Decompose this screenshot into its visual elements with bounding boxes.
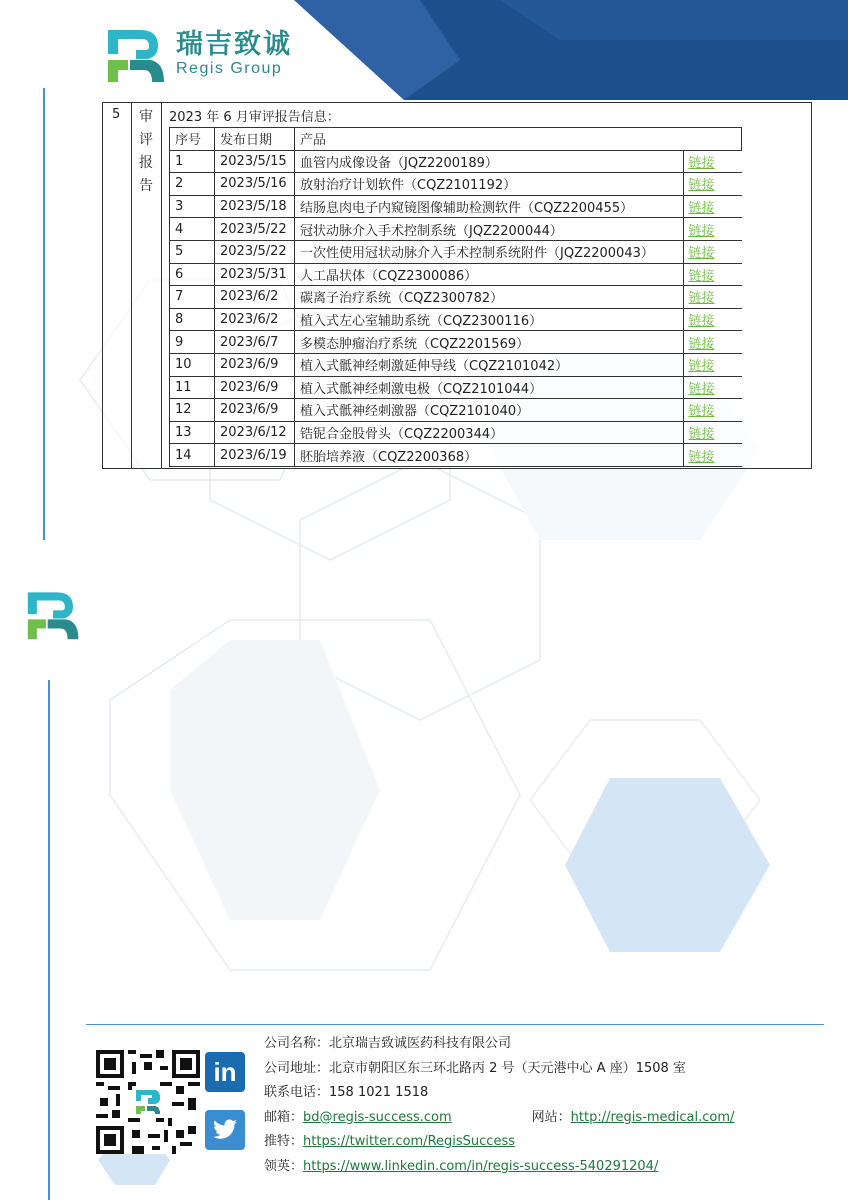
company-line xyxy=(264,1032,734,1057)
table-row xyxy=(170,308,742,331)
row-seq: 5 xyxy=(170,240,215,263)
row-seq: 10 xyxy=(170,353,215,376)
row-seq: 1 xyxy=(170,150,215,173)
table-row xyxy=(170,173,742,196)
brand-logo xyxy=(106,24,292,84)
brand-name-cn: 瑞吉致诚 xyxy=(176,29,292,60)
table-row xyxy=(170,331,742,354)
row-product: 一次性使用冠状动脉介入手术控制系统附件（JQZ2200043） xyxy=(295,240,684,263)
header-date: 发布日期 xyxy=(215,128,295,151)
row-seq: 8 xyxy=(170,308,215,331)
twitter-line xyxy=(264,1130,734,1155)
row-date: 2023/6/12 xyxy=(215,421,295,444)
row-product: 碳离子治疗系统（CQZ2300782） xyxy=(295,286,684,309)
row-date: 2023/6/7 xyxy=(215,331,295,354)
section-category: 审评报告 xyxy=(139,109,153,194)
row-link[interactable]: 链接 xyxy=(688,268,715,284)
row-link[interactable]: 链接 xyxy=(688,449,715,465)
linkedin-label: 领英： xyxy=(264,1158,304,1174)
twitter-link[interactable]: https://twitter.com/RegisSuccess xyxy=(303,1134,515,1149)
regis-logo-icon xyxy=(106,24,168,84)
table-row xyxy=(170,444,742,467)
row-link[interactable]: 链接 xyxy=(688,314,715,330)
row-seq: 6 xyxy=(170,263,215,286)
row-seq: 7 xyxy=(170,286,215,309)
phone-line xyxy=(264,1081,734,1106)
table-row xyxy=(170,286,742,309)
row-product: 放射治疗计划软件（CQZ2101192） xyxy=(295,173,684,196)
row-date: 2023/5/22 xyxy=(215,218,295,241)
row-date: 2023/5/18 xyxy=(215,195,295,218)
row-link[interactable]: 链接 xyxy=(688,246,715,262)
side-logo-icon xyxy=(26,586,82,642)
linkedin-line xyxy=(264,1155,734,1180)
email-label: 邮箱： xyxy=(264,1109,304,1125)
section-number: 5 xyxy=(112,107,121,122)
row-date: 2023/6/9 xyxy=(215,399,295,422)
table-header-row xyxy=(170,128,742,151)
website-label: 网站： xyxy=(531,1109,571,1125)
left-rule-top xyxy=(43,88,45,540)
table-row xyxy=(170,150,742,173)
row-product: 血管内成像设备（JQZ2200189） xyxy=(295,150,684,173)
row-product: 多模态肿瘤治疗系统（CQZ2201569） xyxy=(295,331,684,354)
row-product: 结肠息肉电子内窥镜图像辅助检测软件（CQZ2200455） xyxy=(295,195,684,218)
row-date: 2023/5/15 xyxy=(215,150,295,173)
header-product: 产品 xyxy=(295,128,742,151)
table-row xyxy=(170,195,742,218)
row-link[interactable]: 链接 xyxy=(688,201,715,217)
row-link[interactable]: 链接 xyxy=(688,427,715,443)
address-label: 公司地址： xyxy=(264,1060,330,1076)
row-product: 植入式骶神经刺激电极（CQZ2101044） xyxy=(295,376,684,399)
linkedin-icon[interactable]: in xyxy=(205,1052,245,1092)
row-product: 人工晶状体（CQZ2300086） xyxy=(295,263,684,286)
row-date: 2023/6/9 xyxy=(215,376,295,399)
row-link[interactable]: 链接 xyxy=(688,359,715,375)
row-link[interactable]: 链接 xyxy=(688,381,715,397)
contact-info xyxy=(264,1032,734,1179)
row-date: 2023/6/19 xyxy=(215,444,295,467)
row-seq: 12 xyxy=(170,399,215,422)
row-link[interactable]: 链接 xyxy=(688,404,715,420)
row-seq: 14 xyxy=(170,444,215,467)
brand-name-en: Regis Group xyxy=(176,60,283,77)
phone-label: 联系电话： xyxy=(264,1085,330,1100)
company-name: 北京瑞吉致诚医药科技有限公司 xyxy=(329,1036,512,1051)
row-date: 2023/5/31 xyxy=(215,263,295,286)
table-row xyxy=(170,240,742,263)
linkedin-link[interactable]: https://www.linkedin.com/in/regis-success-540291204/ xyxy=(303,1158,659,1174)
email-line xyxy=(264,1106,734,1131)
table-row xyxy=(170,353,742,376)
section-number-cell xyxy=(103,103,132,468)
row-seq: 3 xyxy=(170,195,215,218)
address: 北京市朝阳区东三环北路丙 2 号（天元港中心 A 座）1508 室 xyxy=(329,1060,686,1076)
phone: 158 1021 1518 xyxy=(329,1085,429,1100)
header-seq: 序号 xyxy=(170,128,215,151)
table-row xyxy=(170,218,742,241)
twitter-icon[interactable] xyxy=(205,1110,245,1150)
table-row xyxy=(170,376,742,399)
company-label: 公司名称： xyxy=(264,1036,330,1051)
row-link[interactable]: 链接 xyxy=(688,223,715,239)
row-product: 锆铌合金股骨头（CQZ2200344） xyxy=(295,421,684,444)
footer-divider xyxy=(86,1024,824,1025)
row-seq: 11 xyxy=(170,376,215,399)
table-row xyxy=(170,263,742,286)
table-row xyxy=(170,421,742,444)
table-row xyxy=(170,399,742,422)
qr-code-icon[interactable] xyxy=(96,1050,200,1154)
address-line xyxy=(264,1057,734,1082)
row-product: 植入式骶神经刺激延伸导线（CQZ2101042） xyxy=(295,353,684,376)
row-seq: 9 xyxy=(170,331,215,354)
row-link[interactable]: 链接 xyxy=(688,291,715,307)
row-link[interactable]: 链接 xyxy=(688,155,715,171)
row-seq: 2 xyxy=(170,173,215,196)
row-date: 2023/5/16 xyxy=(215,173,295,196)
row-seq: 13 xyxy=(170,421,215,444)
row-product: 冠状动脉介入手术控制系统（JQZ2200044） xyxy=(295,218,684,241)
email-link[interactable]: bd@regis-success.com xyxy=(303,1109,452,1125)
row-date: 2023/6/9 xyxy=(215,353,295,376)
left-rule-bottom xyxy=(48,680,50,1200)
row-link[interactable]: 链接 xyxy=(688,178,715,194)
bird-icon xyxy=(212,1119,238,1141)
row-date: 2023/6/2 xyxy=(215,308,295,331)
review-report-table xyxy=(102,102,812,469)
row-date: 2023/6/2 xyxy=(215,286,295,309)
row-link[interactable]: 链接 xyxy=(688,336,715,352)
product-table xyxy=(169,127,742,467)
section-category-cell xyxy=(131,103,162,468)
row-date: 2023/5/22 xyxy=(215,240,295,263)
row-product: 植入式左心室辅助系统（CQZ2300116） xyxy=(295,308,684,331)
section-intro: 2023 年 6 月审评报告信息： xyxy=(169,110,340,125)
row-product: 植入式骶神经刺激器（CQZ2101040） xyxy=(295,399,684,422)
row-product: 胚胎培养液（CQZ2200368） xyxy=(295,444,684,467)
twitter-label: 推特： xyxy=(264,1134,304,1149)
website-link[interactable]: http://regis-medical.com/ xyxy=(570,1109,735,1125)
row-seq: 4 xyxy=(170,218,215,241)
